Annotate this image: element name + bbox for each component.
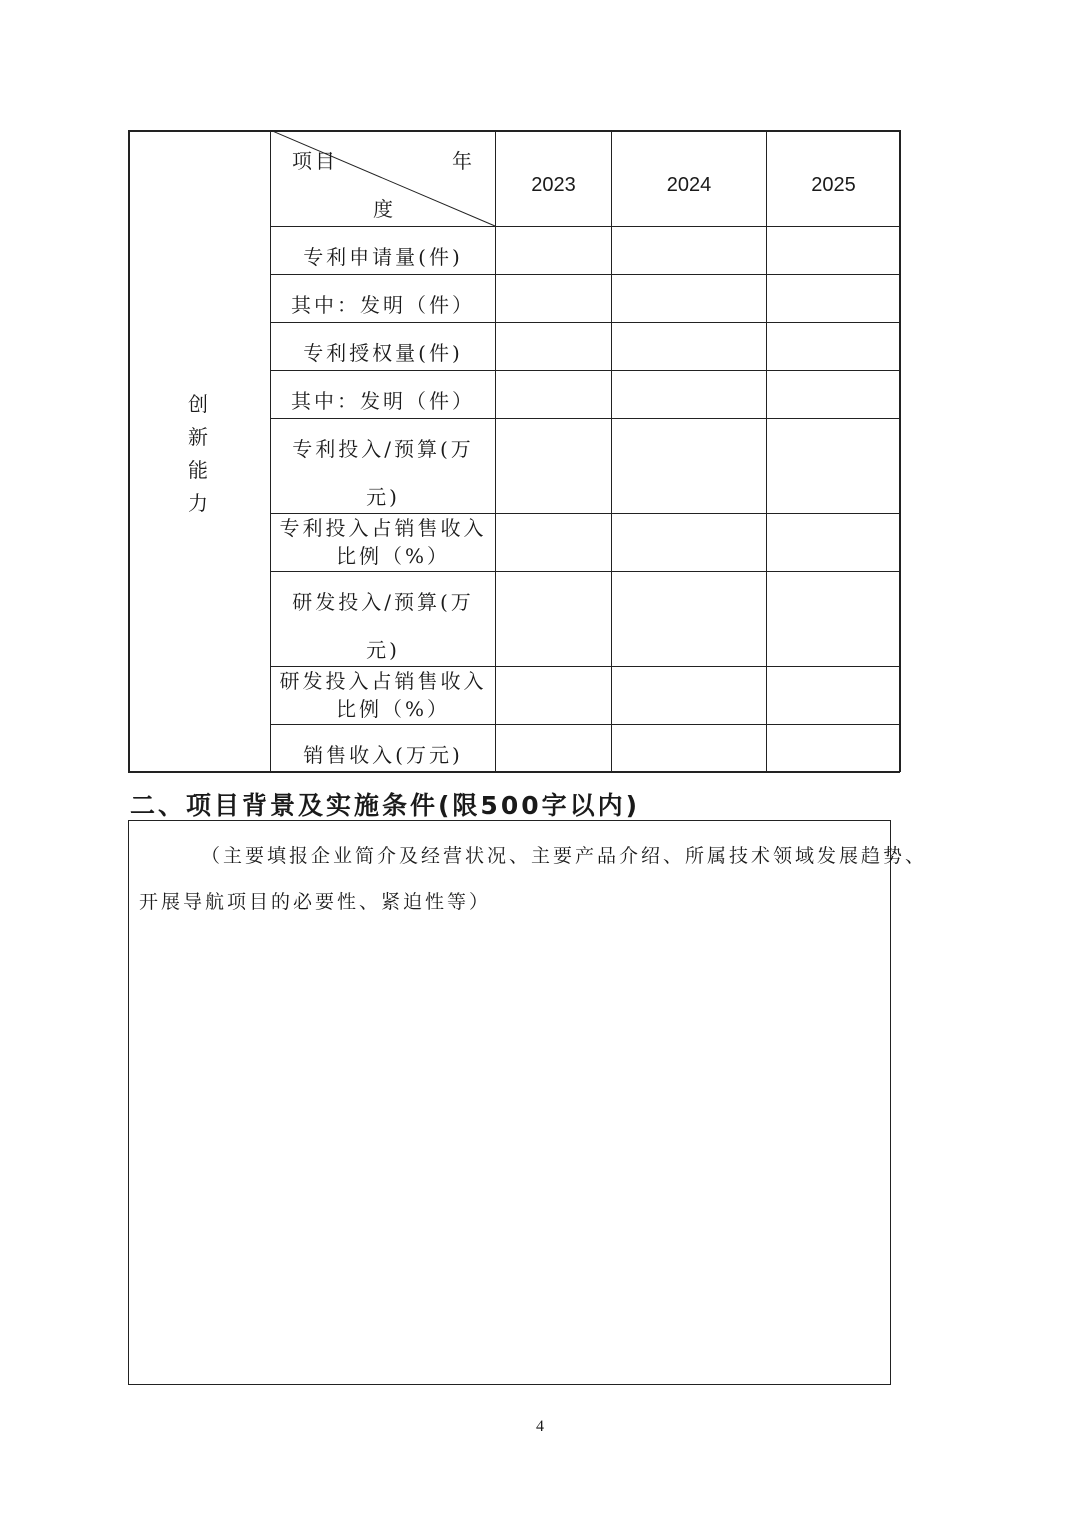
category-label-char: 力 — [188, 491, 211, 515]
row-label-of-which-inventions-granted: 其中：发明（件） — [291, 389, 475, 413]
year-header-2024: 2024 — [666, 174, 712, 196]
table-border-top — [128, 130, 900, 132]
row-label-patent-investment-ratio-line2: 比例（%） — [336, 544, 451, 568]
header-degree-label: 度 — [373, 197, 396, 221]
header-year-label: 年 — [452, 149, 475, 173]
category-label-char: 创 — [188, 392, 211, 416]
category-label-char: 新 — [188, 425, 211, 449]
row-label-sales-revenue: 销售收入(万元) — [303, 743, 463, 767]
row-label-rd-investment: 研发投入/预算(万 — [292, 590, 474, 614]
year-header-2025: 2025 — [811, 174, 856, 196]
row-label-rd-investment-line2: 元) — [366, 638, 400, 662]
instruction-note-line2: 开展导航项目的必要性、紧迫性等） — [139, 891, 492, 913]
background-text-box[interactable] — [128, 820, 928, 1385]
row-label-rd-investment-ratio-line2: 比例（%） — [336, 697, 451, 721]
row-label-patent-applications: 专利申请量(件) — [303, 245, 463, 269]
page-number: 4 — [536, 1418, 544, 1435]
year-header-2023: 2023 — [531, 174, 576, 196]
grid-hline — [270, 370, 900, 371]
grid-hline — [270, 724, 900, 725]
row-label-patents-granted: 专利授权量(件) — [303, 341, 463, 365]
header-item-label: 项目 — [292, 149, 338, 173]
table-border-left — [128, 130, 130, 772]
row-label-patent-investment-line2: 元) — [366, 485, 400, 509]
row-label-patent-investment-ratio: 专利投入占销售收入 — [279, 516, 487, 540]
row-label-patent-investment: 专利投入/预算(万 — [292, 437, 474, 461]
grid-hline — [270, 571, 900, 572]
section-title: 二、项目背景及实施条件(限500字以内) — [130, 791, 641, 820]
grid-hline — [270, 322, 900, 323]
grid-hline — [270, 418, 900, 419]
instruction-note-line1: （主要填报企业简介及经营状况、主要产品介绍、所属技术领域发展趋势、 — [201, 845, 928, 867]
row-label-rd-investment-ratio: 研发投入占销售收入 — [279, 669, 487, 693]
category-label-char: 能 — [188, 458, 211, 482]
table-border-bottom — [128, 771, 900, 773]
row-label-of-which-inventions: 其中：发明（件） — [291, 293, 475, 317]
grid-hline — [270, 274, 900, 275]
